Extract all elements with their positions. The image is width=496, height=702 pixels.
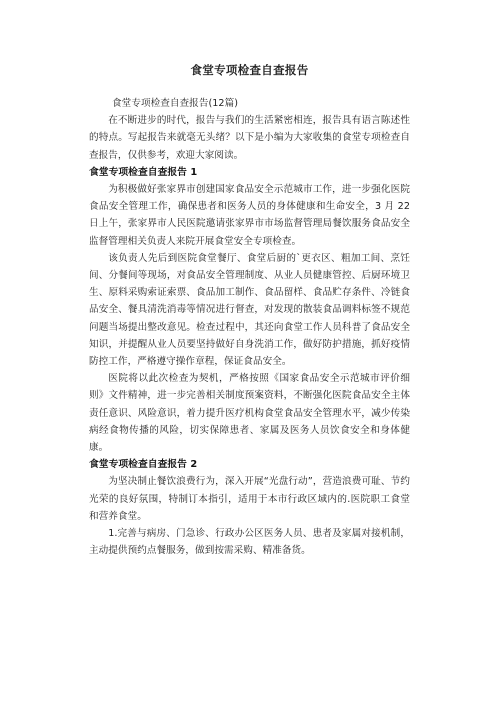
document-title: 食堂专项检查自查报告: [190, 63, 309, 77]
section-2-paragraph-1: 为坚决制止餐饮浪费行为，深入开展“光盘行动”，营造浪费可耻、节约光荣的良好氛围，特制订本指引，适用于本市行政区域内的.医院职工食堂和营养食堂。: [89, 476, 410, 522]
section-heading-2: 食堂专项检查自查报告 2: [89, 459, 198, 471]
section-1-paragraph-1: 为积极做好张家界市创建国家食品安全示范城市工作，进一步强化医院食品安全管理工作，确保患者和医务人员的身体健康和生命安全，3 月 22 日上午，张家界市人民医院邀请张家界市市场监督管理局餐饮服务食品安全监督管理相关负责人来院开展食堂安全专项检查。: [89, 184, 410, 247]
section-1-paragraph-2: 该负责人先后到医院食堂餐厅、食堂后厨的`更衣区、粗加工间、烹饪间、分餐间等现场，对食品安全管理制度、从业人员健康管控、后厨环境卫生、原料采购索证索票、食品加工制作、食品留样、食品贮存条件、冷链食品安全、餐具清洗消毒等情况进行督查，对发现的散装食品调料标签不规范问题当场提出整改意见。检查过程中，其还向食堂工作人员科普了食品安全知识，并提醒从业人员要坚持做好自身洗消工作，做好防护措施，抓好疫情防控工作，严格遵守操作章程，保证食品安全。: [89, 252, 410, 368]
intro-paragraph: 在不断进步的时代，报告与我们的生活紧密相连，报告具有语言陈述性的特点。写起报告来就毫无头绪？以下是小编为大家收集的食堂专项检查自查报告，仅供参考，欢迎大家阅读。: [89, 115, 410, 161]
section-2-paragraph-2: 1.完善与病房、门急诊、行政办公区医务人员、患者及家属对接机制，主动提供预约点餐服务，做到按需采购、精准备货。: [89, 528, 410, 557]
intro-line: 食堂专项检查自查报告(12篇): [112, 98, 239, 109]
section-heading-1: 食堂专项检查自查报告 1: [89, 166, 198, 178]
section-1-paragraph-3: 医院将以此次检查为契机，严格按照《国家食品安全示范城市评价细则》文件精神，进一步完善相关制度预案资料，不断强化医院食品安全主体责任意识、风险意识，着力提升医疗机构食堂食品安全管理水平，减少传染病经食物传播的风险，切实保障患者、家属及医务人员饮食安全和身体健康。: [89, 373, 410, 454]
